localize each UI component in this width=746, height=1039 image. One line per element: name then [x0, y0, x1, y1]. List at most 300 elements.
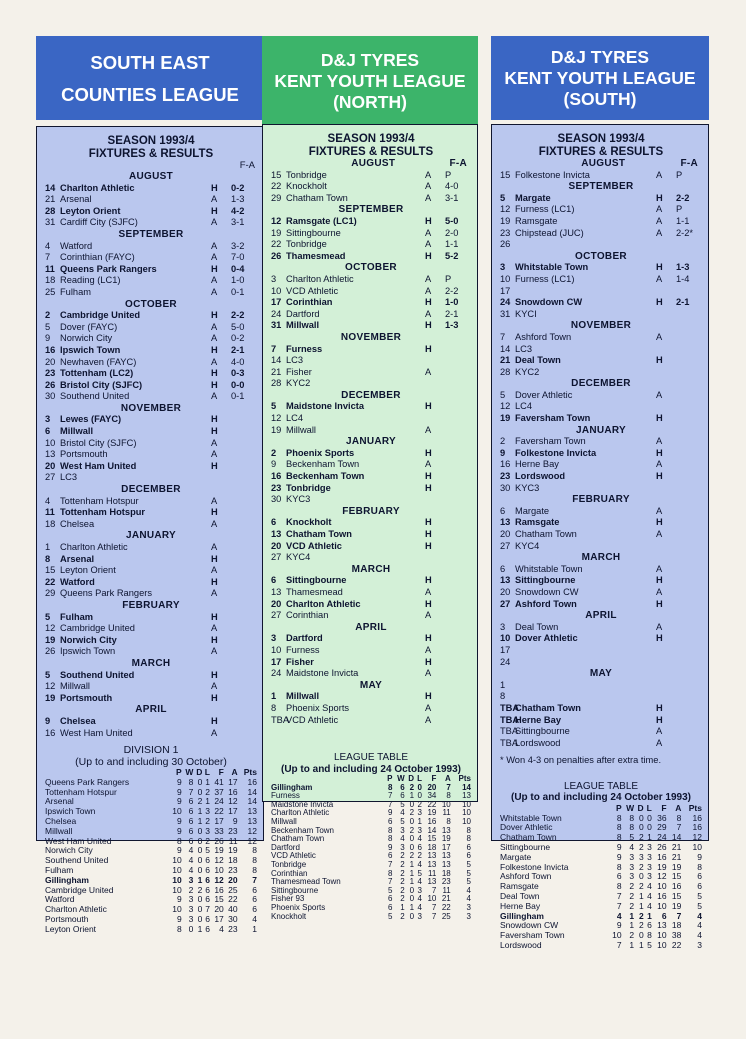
fixture-venue: H	[656, 714, 663, 725]
fixture-venue: H	[656, 575, 663, 586]
fixture-date: 13	[271, 586, 282, 597]
fixture-venue: A	[656, 331, 663, 342]
header-title-line: D&J TYRES	[320, 49, 420, 70]
table-row: Charlton Athletic 10 3 0 7 20 40 6	[45, 904, 257, 915]
fixture-result	[676, 401, 702, 413]
fixture-team: Ramsgate	[515, 215, 558, 226]
table-subtitle: (Up to and including 24 October 1993)	[280, 763, 462, 775]
fixture-result	[231, 635, 257, 647]
fixture-date: 20	[500, 586, 511, 597]
fixture-date: 12	[45, 681, 56, 692]
fixture-team: Newhaven (FAYC)	[60, 356, 137, 367]
fixture-venue: A	[656, 204, 663, 215]
fixture-team: Norwich City	[60, 333, 113, 344]
fixture-team: Corinthian (FAYC)	[60, 252, 135, 263]
fixture-row	[45, 623, 257, 635]
fixture-venue: A	[425, 285, 432, 296]
fixture-result: 0-3	[231, 368, 245, 379]
fixture-result	[676, 355, 702, 367]
fixture-date: 24	[500, 656, 511, 667]
fixture-team: Watford	[60, 240, 93, 251]
month-heading: JANUARY	[345, 436, 397, 448]
table-row: Cambridge United 10 2 2 6 16 25 6	[45, 884, 257, 895]
fixture-venue: A	[211, 588, 218, 599]
fixture-venue: H	[425, 320, 432, 331]
fixture-date: 13	[500, 517, 511, 528]
fixture-result: 0-2	[231, 182, 245, 193]
fixture-result	[676, 633, 702, 645]
fixture-team: Knockholt	[286, 517, 332, 528]
fixture-venue	[425, 494, 445, 506]
fixture-team: Chelsea	[60, 518, 95, 529]
fixture-row	[271, 216, 471, 228]
fixture-result	[676, 691, 702, 703]
fixture-venue: A	[425, 239, 432, 250]
fixture-venue: H	[656, 517, 663, 528]
month-heading: FEBRUARY	[122, 599, 180, 611]
fixture-team: Ipswich Town	[60, 344, 121, 355]
fixture-team: Leyton Orient	[60, 565, 116, 576]
fixture-result: 1-3	[445, 320, 459, 331]
fixture-result	[445, 703, 471, 715]
fixture-date: 9	[45, 715, 51, 726]
fixture-row	[500, 436, 702, 448]
fixture-row	[271, 401, 471, 413]
fixture-team: Chatham Town	[515, 529, 577, 539]
fixture-team: VCD Athletic	[286, 540, 342, 551]
fixture-result: P	[676, 204, 683, 215]
fixture-date: 22	[45, 576, 56, 587]
fixture-team: Folkestone Invicta	[515, 447, 597, 458]
fixture-team: Dartford	[286, 308, 320, 319]
fixture-row	[271, 483, 471, 495]
fixture-row	[271, 599, 471, 611]
table-row: Sittingbourne 5 2 0 3 7 11 4	[271, 885, 471, 895]
fixture-result	[231, 681, 257, 693]
fixture-venue: H	[425, 471, 432, 482]
fixture-venue: H	[656, 262, 663, 273]
fixture-result	[676, 239, 702, 251]
fixture-venue: A	[656, 227, 663, 238]
kyl-south-header	[491, 36, 709, 120]
fixture-result: 0-2	[231, 333, 245, 344]
fixture-date: 27	[500, 598, 511, 609]
fixture-date: 19	[271, 227, 282, 238]
fixture-row	[45, 217, 257, 229]
season-title: SEASON 1993/4	[557, 133, 645, 145]
header-title-line: KENT YOUTH LEAGUE	[274, 70, 466, 91]
fixture-date: 18	[45, 518, 56, 529]
fixture-venue: A	[425, 668, 432, 679]
fixture-date: 4	[45, 240, 51, 251]
fixture-result	[676, 344, 702, 356]
fixture-venue: H	[211, 426, 218, 437]
table-row: Sittingbourne 9 4 2 3 26 21 10	[500, 842, 702, 853]
fixture-venue: A	[211, 437, 218, 448]
fixture-row	[45, 380, 257, 392]
fixture-result	[445, 599, 471, 611]
fixture-team: Corinthian	[286, 610, 329, 621]
fixture-result	[231, 542, 257, 554]
fixture-row	[500, 691, 702, 703]
fixture-team: Sittingbourne	[286, 227, 341, 238]
fixture-venue: A	[425, 227, 432, 238]
fixture-result	[445, 355, 471, 367]
sec-fixtures-box	[36, 126, 264, 934]
table-row: Gillingham 4 1 2 1 6 7 4	[500, 910, 702, 921]
fixture-result	[676, 367, 702, 379]
fixture-result	[231, 472, 257, 484]
fixture-venue: H	[425, 656, 432, 667]
header-title-line: D&J TYRES	[550, 46, 650, 67]
fixture-result: 1-1	[445, 239, 459, 250]
fixture-result	[231, 507, 257, 519]
fixture-team: Cambridge United	[60, 310, 141, 321]
fixture-venue: A	[211, 252, 218, 263]
table-row: Faversham Town 10 2 0 8 10 38 4	[500, 930, 702, 941]
fixture-venue: A	[656, 529, 663, 539]
fixture-date: 17	[500, 644, 511, 655]
fixture-venue: A	[656, 737, 663, 748]
fixture-row	[271, 239, 471, 251]
fixture-result	[676, 332, 702, 344]
fixture-team: Knockholt	[286, 181, 327, 192]
fixture-date: 19	[500, 413, 511, 424]
fixture-result	[445, 575, 471, 587]
table-row: Chatham Town 8 4 0 4 15 19 8	[271, 834, 471, 844]
fixture-date: 21	[500, 355, 511, 366]
fixture-venue: H	[211, 310, 218, 321]
fixture-row	[500, 170, 702, 182]
fixture-date: 30	[500, 482, 511, 493]
fixture-team: Leyton Orient	[60, 205, 121, 216]
month-heading: MAY	[589, 668, 613, 680]
fixture-row	[45, 496, 257, 508]
fixture-result: 1-3	[231, 194, 245, 205]
fixture-venue: A	[211, 495, 218, 506]
fixture-date: 30	[45, 391, 56, 402]
fixture-date: TBA	[500, 737, 519, 748]
fixture-team: Sittingbourne	[515, 726, 570, 737]
fixture-result: 0-1	[231, 286, 245, 297]
fixture-team: West Ham United	[60, 460, 137, 471]
fixture-result	[231, 554, 257, 566]
fixture-date: 13	[500, 575, 511, 586]
fixture-team: KYC2	[515, 366, 540, 377]
fixture-date: TBA	[271, 714, 290, 725]
fixture-team: Lordswood	[515, 737, 561, 748]
fixture-team: KYC4	[286, 552, 311, 563]
fixture-date: 24	[500, 297, 511, 308]
fixture-date: 23	[500, 227, 511, 238]
fixture-result	[445, 425, 471, 437]
fixture-row	[45, 414, 257, 426]
fixture-team: Snowdown CW	[515, 297, 583, 308]
fixture-date: 10	[500, 633, 511, 644]
fixture-team: LC3	[515, 343, 533, 354]
fixture-date: 5	[500, 389, 506, 400]
fixture-date: 22	[271, 239, 282, 250]
fixture-date: 16	[500, 459, 511, 470]
fixture-row	[271, 703, 471, 715]
month-heading: MARCH	[581, 552, 621, 564]
fixture-team: Portsmouth	[60, 449, 108, 460]
month-heading: NOVEMBER	[120, 402, 182, 414]
fixture-row	[45, 693, 257, 705]
fixture-row	[500, 332, 702, 344]
fixture-result	[676, 459, 702, 471]
table-row: Gillingham 10 3 1 6 12 20 7	[45, 874, 257, 885]
table-row: Ashford Town 6 3 0 3 12 15 6	[500, 871, 702, 882]
fixture-row	[500, 587, 702, 599]
fixture-result	[231, 461, 257, 473]
fixture-result	[676, 564, 702, 576]
month-heading: DECEMBER	[571, 378, 631, 390]
month-heading: JANUARY	[125, 530, 177, 542]
kyl-north-column	[262, 36, 478, 921]
fixture-date: 30	[271, 494, 282, 505]
table-subtitle: (Up to and including 24 October 1993)	[510, 792, 692, 804]
fixture-result	[445, 459, 471, 471]
fixture-result: P	[445, 273, 452, 284]
fixture-row	[500, 738, 702, 750]
fixture-date: 5	[45, 321, 51, 332]
league-table	[271, 775, 471, 921]
fixture-row	[45, 275, 257, 287]
fixture-row	[45, 264, 257, 276]
fixture-result: 4-0	[445, 181, 459, 192]
fixture-venue: H	[211, 205, 218, 216]
fixture-result	[231, 693, 257, 705]
table-title: LEAGUE TABLE	[333, 752, 409, 764]
fixture-team: Margate	[515, 192, 551, 203]
fixture-result	[231, 670, 257, 682]
fixture-date: 31	[500, 308, 511, 319]
fixture-date: 23	[271, 482, 282, 493]
fixture-venue: A	[656, 563, 663, 574]
fixture-result: 0-0	[231, 379, 245, 390]
fixture-team: Sittingbourne	[515, 575, 576, 586]
fixture-team: VCD Athletic	[286, 285, 339, 296]
fixture-venue: A	[211, 449, 218, 460]
fixture-row	[500, 274, 702, 286]
fixture-row	[271, 645, 471, 657]
fixture-venue: A	[425, 181, 432, 192]
fixture-team	[515, 691, 656, 703]
fixture-row	[271, 320, 471, 332]
table-row: VCD Athletic 6 2 2 2 13 13 6	[271, 851, 471, 861]
header-title-line: (SOUTH)	[563, 88, 637, 109]
fixture-date: 12	[271, 215, 282, 226]
fixtures-subtitle: FIXTURES & RESULTS	[308, 145, 434, 158]
fixture-date: 29	[45, 588, 56, 599]
fixture-venue: H	[211, 263, 218, 274]
fixture-date: 3	[500, 262, 506, 273]
fixture-row	[271, 541, 471, 553]
fixture-venue: H	[656, 355, 663, 366]
fixture-team: Tonbridge	[286, 169, 327, 180]
fixture-row	[45, 461, 257, 473]
fixture-row	[500, 367, 702, 379]
fixture-venue: A	[211, 518, 218, 529]
month-heading: AUGUST F-A	[351, 158, 467, 169]
fixture-team	[515, 286, 656, 298]
fixture-venue: A	[656, 505, 663, 516]
fixture-date: 22	[271, 181, 282, 192]
fixture-date: 20	[271, 540, 282, 551]
fixture-team: Tottenham Hotspur	[60, 507, 146, 518]
fixture-row	[500, 645, 702, 657]
table-row: Millwall 6 5 0 1 16 8 10	[271, 817, 471, 827]
fixture-result	[676, 529, 702, 541]
fixture-row	[500, 506, 702, 518]
fixture-result	[445, 715, 471, 727]
fixture-row	[500, 715, 702, 727]
fixture-row	[45, 681, 257, 693]
fixture-team: VCD Athletic	[286, 714, 339, 725]
fixture-venue: A	[211, 240, 218, 251]
fixture-date: 7	[271, 343, 277, 354]
fixture-row	[45, 357, 257, 369]
fixture-team: Margate	[515, 505, 550, 516]
fixture-venue	[656, 541, 676, 553]
fixture-venue: A	[211, 194, 218, 205]
fixture-team: Charlton Athletic	[286, 273, 354, 284]
fixture-venue: H	[211, 576, 218, 587]
fixture-result: 1-4	[676, 273, 690, 284]
fixture-team: KYCI	[515, 308, 537, 319]
fixture-row	[500, 297, 702, 309]
fixture-row	[271, 610, 471, 622]
league-table	[500, 804, 702, 951]
footnote: * Won 4-3 on penalties after extra time.	[500, 755, 662, 766]
fixture-venue: H	[425, 575, 432, 586]
fixture-row	[45, 519, 257, 531]
fixture-venue	[656, 239, 676, 251]
fixture-row	[45, 322, 257, 334]
fixture-row	[500, 262, 702, 274]
fixture-date: 10	[271, 285, 282, 296]
fixture-row	[500, 309, 702, 321]
table-row: Southend United 10 4 0 6 12 18 8	[45, 855, 257, 866]
fixture-team: Phoenix Sports	[286, 702, 350, 713]
month-heading: OCTOBER	[575, 250, 627, 262]
month-heading: AUGUST	[128, 171, 174, 182]
fixture-row	[500, 726, 702, 738]
fixture-date: 1	[45, 542, 51, 552]
fixture-result	[231, 716, 257, 728]
table-row: Fisher 93 6 2 0 4 10 21 4	[271, 894, 471, 904]
fixture-row	[500, 575, 702, 587]
fixture-result	[445, 494, 471, 506]
fixture-result: 2-2	[445, 285, 459, 296]
fixture-date: 26	[271, 250, 282, 261]
fixture-row	[500, 517, 702, 529]
fixture-result	[445, 517, 471, 529]
table-row: Margate 9 3 3 3 16 21 9	[500, 851, 702, 862]
fixture-date: 3	[45, 414, 51, 425]
fixture-venue: H	[425, 297, 432, 308]
fixture-date: 24	[271, 308, 282, 319]
table-row: Furness 7 6 1 0 34 8 13	[271, 791, 471, 801]
fixture-row	[500, 564, 702, 576]
fixture-date: 4	[45, 495, 51, 506]
fixture-team: Deal Town	[515, 621, 559, 632]
fixture-result: 0-4	[231, 263, 245, 274]
fixture-date: 26	[45, 379, 56, 390]
fixture-venue: A	[425, 169, 432, 180]
table-row: Folkestone Invicta 8 3 2 3 19 19 8	[500, 861, 702, 872]
fixture-date: 9	[271, 459, 277, 470]
fixture-venue: H	[656, 192, 663, 203]
fixture-team: Millwall	[286, 320, 320, 331]
fixture-date: 15	[500, 169, 511, 180]
fixture-venue	[656, 645, 676, 657]
fixture-team: Furness	[286, 644, 320, 655]
fixture-result	[676, 506, 702, 518]
table-row: Beckenham Town 8 3 2 3 14 13 8	[271, 825, 471, 835]
fixture-result: 1-0	[231, 275, 245, 286]
month-heading: DECEMBER	[121, 484, 181, 496]
fixture-team: Charlton Athletic	[60, 182, 135, 193]
fixture-row	[271, 251, 471, 263]
fixture-team: Arsenal	[60, 553, 95, 564]
fixture-venue: H	[211, 553, 218, 564]
fixture-team: Tottenham (LC2)	[60, 368, 134, 379]
fixture-result: 4-2	[231, 205, 245, 216]
fixtures-list	[500, 158, 702, 749]
fixture-row	[45, 368, 257, 380]
fixture-date: 19	[271, 424, 282, 435]
fixture-date: 20	[45, 460, 56, 471]
fixture-team: Sittingbourne	[286, 575, 347, 586]
fixture-row	[500, 204, 702, 216]
fixture-row	[271, 691, 471, 703]
fixture-row	[271, 344, 471, 356]
fixture-row	[271, 494, 471, 506]
fixture-venue: A	[425, 366, 432, 377]
table-row: Arsenal 9 6 2 1 24 12 14	[45, 796, 257, 807]
table-header-row: P W D L F A Pts	[387, 774, 471, 784]
month-heading: NOVEMBER	[340, 331, 402, 343]
fixture-team: Corinthian	[286, 297, 333, 308]
fixture-row	[271, 193, 471, 205]
month-heading: OCTOBER	[125, 298, 177, 310]
fixture-date: 25	[45, 286, 56, 297]
fixture-result: 4-0	[231, 356, 245, 367]
fixture-date: 28	[500, 366, 511, 377]
fixture-date: 11	[45, 263, 55, 274]
fixture-row	[500, 228, 702, 240]
fixture-date: TBA	[500, 726, 519, 737]
fixture-date: 16	[45, 727, 56, 738]
fixture-result: 2-1	[231, 344, 245, 355]
fixture-venue: A	[656, 586, 663, 597]
fixture-result	[676, 738, 702, 750]
fixture-date: 7	[45, 252, 51, 263]
fixture-team: Tonbridge	[286, 482, 331, 493]
month-heading: SEPTEMBER	[338, 204, 404, 216]
fixture-venue	[656, 483, 676, 495]
fixtures-list	[45, 171, 257, 739]
fixture-result	[445, 541, 471, 553]
fixture-row	[271, 552, 471, 564]
table-row: Snowdown CW 9 1 2 6 13 18 4	[500, 920, 702, 931]
fixture-team: Furness	[286, 343, 323, 354]
fixture-date: 8	[500, 691, 506, 702]
fixture-result	[445, 610, 471, 622]
fixture-date: 21	[271, 366, 282, 377]
